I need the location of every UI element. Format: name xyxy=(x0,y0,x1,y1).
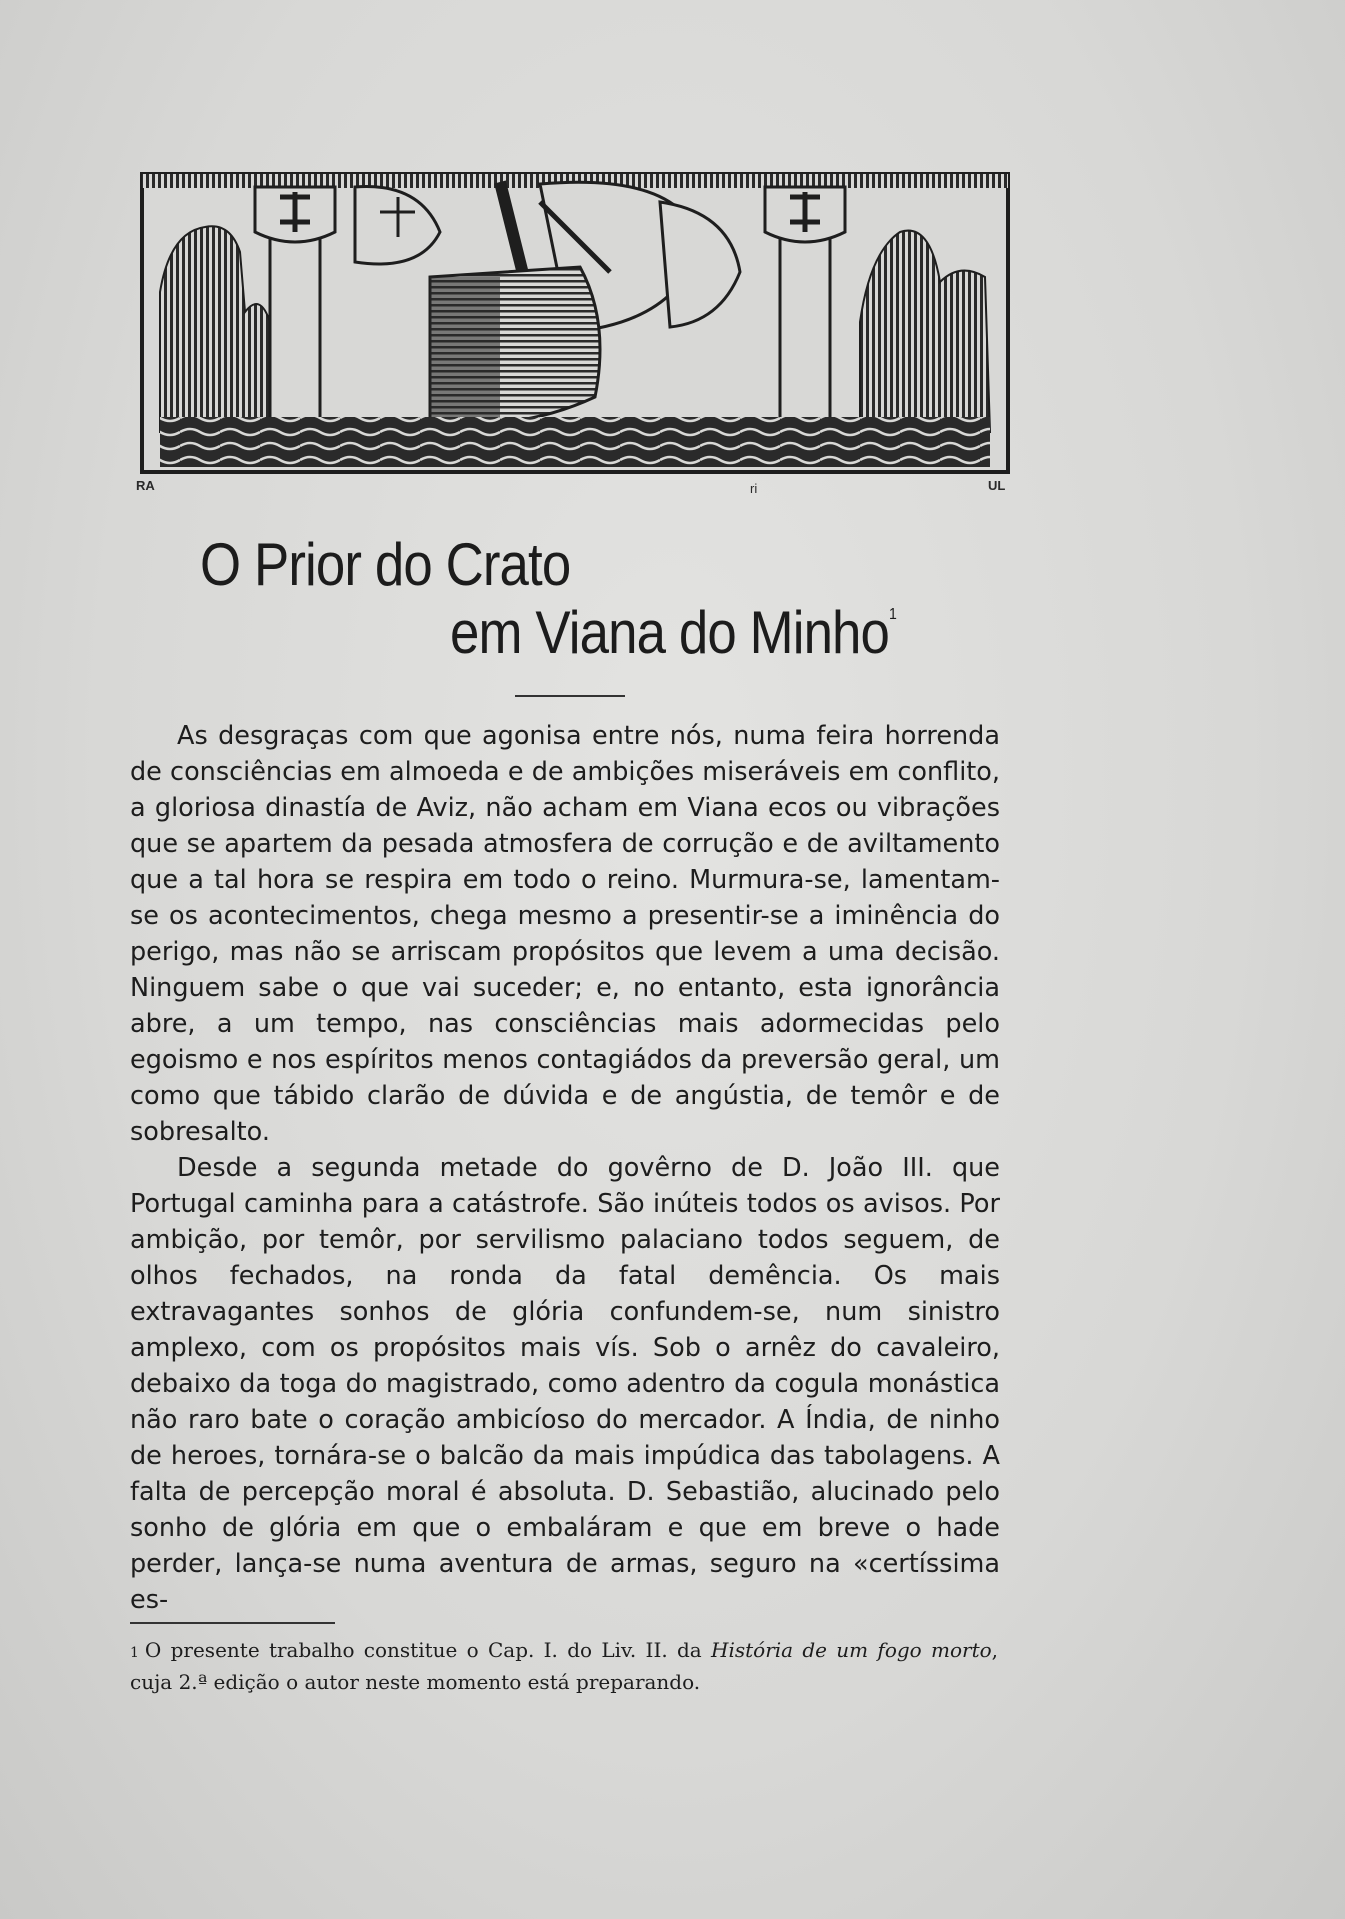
footnote-text-before: O presente trabalho constitue o Cap. I. do Liv. II. da xyxy=(144,1638,712,1662)
footnote-book-title: História de um fogo morto xyxy=(711,1638,992,1662)
chapter-title-text: em Viana do Minho xyxy=(450,599,890,666)
footnote xyxy=(130,1634,998,1698)
chapter-title-line-1: O Prior do Crato xyxy=(200,531,571,598)
chapter-title-line-2 xyxy=(450,598,896,667)
body-text xyxy=(130,718,1000,1618)
paragraph-1: As desgraças com que agonisa entre nós, numa feira horrenda de consciências em almoeda e de ambições miseráveis em conflito, a gloriosa dinastía de Aviz, não acham em Viana ecos ou vibrações que se apartem da pesada atmosfera de corrução e de aviltamento que a tal hora se respira em todo o reino. Murmura-se, lamentam-se os acontecimentos, chega mesmo a presentir-se a iminência do perigo, mas não se arriscam propósitos que levem a uma decisão. Ninguem sabe o que vai suceder; e, no entanto, esta ignorância abre, a um tempo, nas consciências mais adormecidas pelo egoismo e nos espíritos menos contagiádos da preversão geral, um como que tábido clarão de dúvida e de angústia, de temôr e de sobresalto. xyxy=(130,721,1000,1147)
title-divider xyxy=(515,695,625,697)
footnote-number: 1 xyxy=(130,1645,139,1661)
artist-mark-middle: ri xyxy=(750,481,758,496)
artist-signature-right: UL xyxy=(988,478,1006,493)
paragraph-2: Desde a segunda metade do govêrno de D. João III. que Portugal caminha para a catástrofe. São inúteis todos os avisos. Por ambição, por temôr, por servilismo palaciano todos seguem, de olhos fechados, na ronda da fatal demência. Os mais extravagantes sonhos de glória confundem-se, num sinistro amplexo, com os propósitos mais vís. Sob o arnêz do cavaleiro, debaixo da toga do magistrado, como adentro da cogula monástica não raro bate o coração ambicíoso do mercador. A Índia, de ninho de heroes, tornára-se o balcão da mais impúdica das tabolagens. A falta de percepção moral é absoluta. D. Sebastião, alucinado pelo sonho de glória em que o embaláram e que em breve o hade perder, lança-se numa aventura de armas, seguro na «certíssima es- xyxy=(130,1153,1000,1615)
ship-woodcut-illustration xyxy=(140,172,1010,474)
footnote-divider xyxy=(130,1622,335,1624)
title-footnote-marker: 1 xyxy=(889,606,896,623)
artist-signature-left: RA xyxy=(136,478,155,493)
footnote-text-after: , cuja 2.ª edição o autor neste momento está preparando. xyxy=(130,1638,999,1694)
